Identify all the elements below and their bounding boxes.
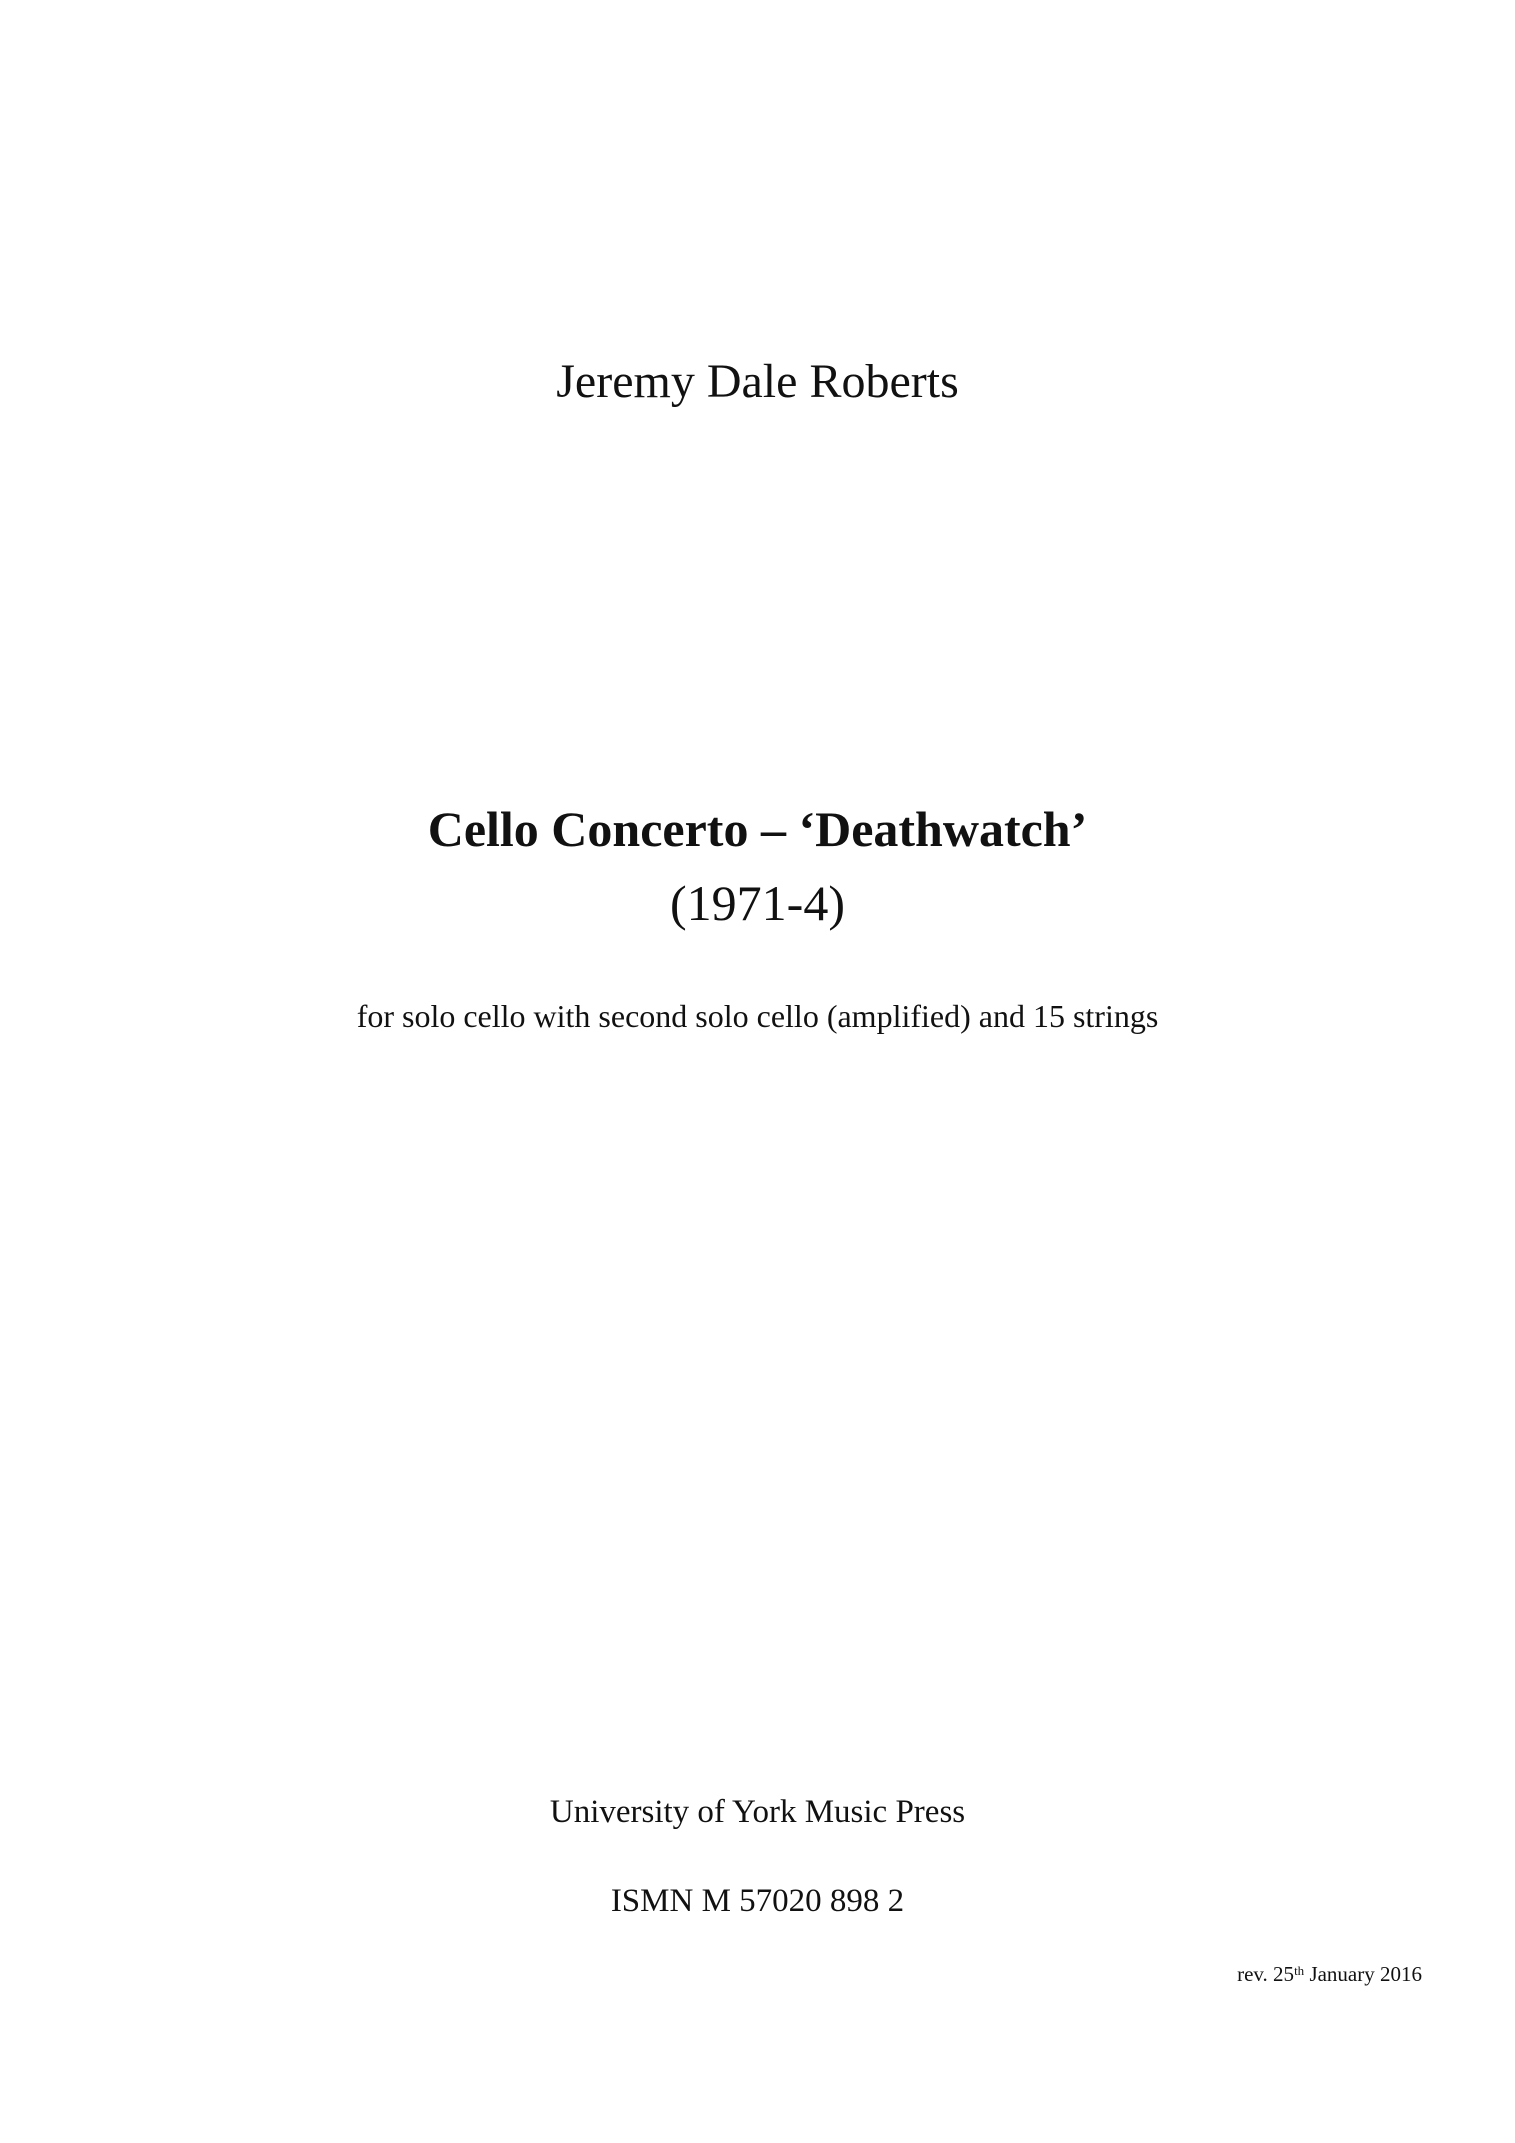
ismn-number: ISMN M 57020 898 2 [610, 1883, 905, 1919]
composer-name: Jeremy Dale Roberts [556, 355, 959, 408]
composition-years: (1971-4) [670, 875, 845, 931]
revision-date [1237, 1960, 1422, 1988]
revision-prefix: rev. 25 [1237, 1962, 1295, 1986]
instrumentation: for solo cello with second solo cello (amplified) and 15 strings [356, 998, 1159, 1034]
work-title: Cello Concerto – ‘Deathwatch’ [427, 801, 1088, 857]
publisher: University of York Music Press [549, 1794, 966, 1830]
revision-suffix: January 2016 [1304, 1962, 1422, 1986]
revision-ordinal-suffix: th [1294, 1963, 1305, 1978]
